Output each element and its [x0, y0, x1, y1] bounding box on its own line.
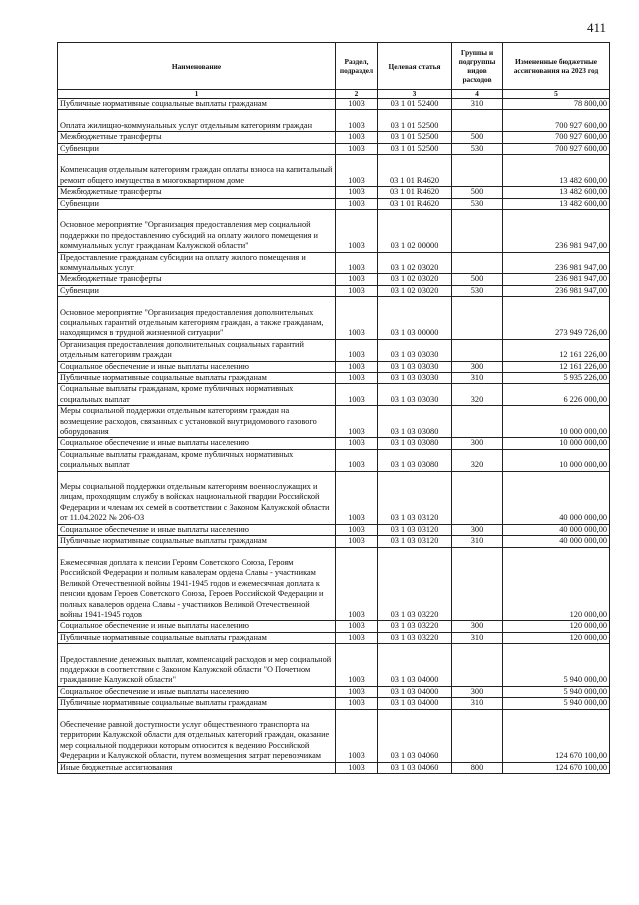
- row-amount: 5 935 226,00: [503, 373, 610, 384]
- row-name: Межбюджетные трансферты: [58, 132, 336, 143]
- row-article: 03 1 03 03080: [378, 406, 452, 438]
- row-section: 1003: [336, 698, 378, 709]
- row-name: Социальное обеспечение и иные выплаты населению: [58, 361, 336, 372]
- table-row: [58, 110, 610, 132]
- table-row: [58, 155, 610, 187]
- row-article: 03 1 01 R4620: [378, 198, 452, 209]
- row-group: [452, 339, 503, 361]
- row-article: 03 1 03 00000: [378, 297, 452, 340]
- table-row: [58, 438, 610, 449]
- row-name: Предоставление гражданам субсидии на оплату жилого помещения и коммунальных услуг: [58, 252, 336, 274]
- table-row: [58, 686, 610, 697]
- row-group: [452, 110, 503, 132]
- table-row: [58, 384, 610, 406]
- row-name: Социальные выплаты гражданам, кроме публичных нормативных социальных выплат: [58, 449, 336, 471]
- row-article: 03 1 03 03080: [378, 449, 452, 471]
- row-article: 03 1 03 03030: [378, 373, 452, 384]
- row-article: 03 1 01 R4620: [378, 187, 452, 198]
- row-name: Публичные нормативные социальные выплаты гражданам: [58, 632, 336, 643]
- table-row: [58, 252, 610, 274]
- row-name: Иные бюджетные ассигнования: [58, 762, 336, 773]
- row-article: 03 1 01 52500: [378, 132, 452, 143]
- row-group: 300: [452, 686, 503, 697]
- row-group: 500: [452, 132, 503, 143]
- row-amount: 40 000 000,00: [503, 471, 610, 524]
- row-group: [452, 252, 503, 274]
- row-section: 1003: [336, 384, 378, 406]
- table-row: [58, 449, 610, 471]
- row-article: 03 1 03 04060: [378, 762, 452, 773]
- row-section: 1003: [336, 547, 378, 621]
- row-amount: 13 482 600,00: [503, 155, 610, 187]
- row-amount: 5 940 000,00: [503, 644, 610, 687]
- row-group: [452, 547, 503, 621]
- row-name: Публичные нормативные социальные выплаты гражданам: [58, 536, 336, 547]
- table-row: [58, 547, 610, 621]
- row-amount: 236 981 947,00: [503, 274, 610, 285]
- row-article: 03 1 03 03120: [378, 524, 452, 535]
- row-group: [452, 210, 503, 253]
- column-number: 1: [58, 90, 336, 99]
- row-group: 310: [452, 536, 503, 547]
- table-row: [58, 198, 610, 209]
- row-group: [452, 471, 503, 524]
- row-group: 320: [452, 449, 503, 471]
- row-amount: 700 927 600,00: [503, 143, 610, 154]
- row-article: 03 1 03 04000: [378, 644, 452, 687]
- row-section: 1003: [336, 524, 378, 535]
- row-article: 03 1 03 03220: [378, 621, 452, 632]
- table-row: [58, 274, 610, 285]
- row-amount: 13 482 600,00: [503, 198, 610, 209]
- table-row: [58, 210, 610, 253]
- row-section: 1003: [336, 361, 378, 372]
- row-amount: 12 161 226,00: [503, 361, 610, 372]
- row-name: Оплата жилищно-коммунальных услуг отдельным категориям граждан: [58, 110, 336, 132]
- row-amount: 5 940 000,00: [503, 698, 610, 709]
- row-section: 1003: [336, 187, 378, 198]
- row-name: Основное мероприятие "Организация предоставления дополнительных социальных гарантий отдельным категориям граждан, а также гражданам, находящимся в трудной жизненной ситуации": [58, 297, 336, 340]
- table-row: [58, 373, 610, 384]
- row-name: Предоставление денежных выплат, компенсаций расходов и мер социальной поддержки в соответствии с Законом Калужской области "О Почетном гражданине Калужской области": [58, 644, 336, 687]
- row-article: 03 1 01 R4620: [378, 155, 452, 187]
- row-section: 1003: [336, 449, 378, 471]
- row-amount: 40 000 000,00: [503, 524, 610, 535]
- row-name: Основное мероприятие "Организация предоставления мер социальной поддержки по предоставлению субсидий на оплату жилого помещения и коммунальных услуг гражданам Калужской области": [58, 210, 336, 253]
- row-section: 1003: [336, 143, 378, 154]
- row-name: Ежемесячная доплата к пенсии Героям Советского Союза, Героям Российской Федерации и полным кавалерам ордена Славы - участникам Великой Отечественной войны 1941-1945 годов и ежемесячная доплата к пенсии вдовам Героев Советского Союза, Героев Российской Федерации и полных кавалеров ордена Славы - участников Великой Отечественной войны 1941-1945 годов: [58, 547, 336, 621]
- row-name: Межбюджетные трансферты: [58, 274, 336, 285]
- row-name: Социальное обеспечение и иные выплаты населению: [58, 438, 336, 449]
- row-group: [452, 155, 503, 187]
- row-section: 1003: [336, 471, 378, 524]
- row-article: 03 1 03 03030: [378, 361, 452, 372]
- table-row: [58, 187, 610, 198]
- row-article: 03 1 02 03020: [378, 274, 452, 285]
- table-row: [58, 709, 610, 762]
- row-article: 03 1 02 03020: [378, 285, 452, 296]
- row-amount: 120 000,00: [503, 632, 610, 643]
- table-row: [58, 99, 610, 110]
- row-section: 1003: [336, 536, 378, 547]
- column-number: 4: [452, 90, 503, 99]
- row-article: 03 1 01 52400: [378, 99, 452, 110]
- row-article: 03 1 01 52500: [378, 110, 452, 132]
- row-section: 1003: [336, 198, 378, 209]
- row-name: Социальное обеспечение и иные выплаты населению: [58, 524, 336, 535]
- row-group: 310: [452, 99, 503, 110]
- row-group: [452, 709, 503, 762]
- row-group: 310: [452, 373, 503, 384]
- row-article: 03 1 01 52500: [378, 143, 452, 154]
- row-section: 1003: [336, 632, 378, 643]
- row-name: Меры социальной поддержки отдельным категориям военнослужащих и лицам, проходящим службу в войсках национальной гвардии Российской Федерации и членам их семей в соответствии с Законом Калужской области от 11.04.2022 № 206-ОЗ: [58, 471, 336, 524]
- table-row: [58, 143, 610, 154]
- table-row: [58, 536, 610, 547]
- row-section: 1003: [336, 110, 378, 132]
- table-row: [58, 339, 610, 361]
- table-row: [58, 698, 610, 709]
- row-section: 1003: [336, 373, 378, 384]
- row-section: 1003: [336, 210, 378, 253]
- row-name: Публичные нормативные социальные выплаты гражданам: [58, 373, 336, 384]
- table-row: [58, 621, 610, 632]
- row-amount: 236 981 947,00: [503, 252, 610, 274]
- row-article: 03 1 03 04000: [378, 686, 452, 697]
- row-amount: 6 226 000,00: [503, 384, 610, 406]
- row-group: 300: [452, 524, 503, 535]
- table-row: [58, 285, 610, 296]
- row-section: 1003: [336, 132, 378, 143]
- row-group: [452, 297, 503, 340]
- row-group: 500: [452, 274, 503, 285]
- row-section: 1003: [336, 406, 378, 438]
- row-article: 03 1 03 03030: [378, 384, 452, 406]
- row-group: [452, 644, 503, 687]
- row-amount: 12 161 226,00: [503, 339, 610, 361]
- row-section: 1003: [336, 438, 378, 449]
- header-group: Группы и подгруппы видов расходов: [452, 43, 503, 90]
- row-article: 03 1 02 03020: [378, 252, 452, 274]
- row-article: 03 1 03 03080: [378, 438, 452, 449]
- row-amount: 120 000,00: [503, 621, 610, 632]
- table-row: [58, 297, 610, 340]
- header-name: Наименование: [58, 43, 336, 90]
- row-name: Публичные нормативные социальные выплаты гражданам: [58, 698, 336, 709]
- row-name: Межбюджетные трансферты: [58, 187, 336, 198]
- column-number: 2: [336, 90, 378, 99]
- row-amount: 236 981 947,00: [503, 285, 610, 296]
- budget-table: [57, 42, 610, 774]
- table-row: [58, 762, 610, 773]
- row-section: 1003: [336, 339, 378, 361]
- row-section: 1003: [336, 621, 378, 632]
- row-article: 03 1 03 04060: [378, 709, 452, 762]
- page-number: 411: [586, 20, 606, 35]
- row-name: Субвенции: [58, 198, 336, 209]
- row-amount: 273 949 726,00: [503, 297, 610, 340]
- row-amount: 13 482 600,00: [503, 187, 610, 198]
- row-group: 300: [452, 361, 503, 372]
- row-name: Социальные выплаты гражданам, кроме публичных нормативных социальных выплат: [58, 384, 336, 406]
- row-name: Меры социальной поддержки отдельным категориям граждан на возмещение расходов, связанных с установкой внутридомового газового оборудования: [58, 406, 336, 438]
- row-article: 03 1 03 04000: [378, 698, 452, 709]
- table-row: [58, 471, 610, 524]
- header-amount: Измененные бюджетные ассигнования на 2023 год: [503, 43, 610, 90]
- row-section: 1003: [336, 155, 378, 187]
- row-article: 03 1 03 03220: [378, 632, 452, 643]
- table-row: [58, 524, 610, 535]
- row-group: 310: [452, 698, 503, 709]
- row-section: 1003: [336, 274, 378, 285]
- header-article: Целевая статья: [378, 43, 452, 90]
- row-section: 1003: [336, 297, 378, 340]
- row-group: 500: [452, 187, 503, 198]
- row-amount: 124 670 100,00: [503, 709, 610, 762]
- row-group: 300: [452, 621, 503, 632]
- column-number-row: [58, 90, 610, 99]
- row-section: 1003: [336, 686, 378, 697]
- row-amount: 124 670 100,00: [503, 762, 610, 773]
- row-amount: 40 000 000,00: [503, 536, 610, 547]
- row-amount: 10 000 000,00: [503, 406, 610, 438]
- row-article: 03 1 03 03220: [378, 547, 452, 621]
- row-amount: 236 981 947,00: [503, 210, 610, 253]
- row-group: 310: [452, 632, 503, 643]
- row-amount: 120 000,00: [503, 547, 610, 621]
- row-amount: 700 927 600,00: [503, 132, 610, 143]
- table-row: [58, 632, 610, 643]
- row-amount: 78 800,00: [503, 99, 610, 110]
- row-name: Компенсация отдельным категориям граждан оплаты взноса на капитальный ремонт общего имущества в многоквартирном доме: [58, 155, 336, 187]
- table-row: [58, 361, 610, 372]
- row-amount: 5 940 000,00: [503, 686, 610, 697]
- row-section: 1003: [336, 644, 378, 687]
- row-section: 1003: [336, 285, 378, 296]
- column-number: 5: [503, 90, 610, 99]
- table-row: [58, 406, 610, 438]
- row-group: 530: [452, 143, 503, 154]
- row-group: 320: [452, 384, 503, 406]
- row-amount: 10 000 000,00: [503, 438, 610, 449]
- row-name: Публичные нормативные социальные выплаты гражданам: [58, 99, 336, 110]
- row-name: Социальное обеспечение и иные выплаты населению: [58, 621, 336, 632]
- row-amount: 700 927 600,00: [503, 110, 610, 132]
- column-number: 3: [378, 90, 452, 99]
- row-section: 1003: [336, 99, 378, 110]
- row-group: 530: [452, 285, 503, 296]
- header-row: [58, 43, 610, 90]
- row-name: Обеспечение равной доступности услуг общественного транспорта на территории Калужской области для отдельных категорий граждан, оказание мер социальной поддержки которым относится к ведению Российской Федерации и Калужской области, путем возмещения затрат перевозчикам: [58, 709, 336, 762]
- table-row: [58, 132, 610, 143]
- header-section: Раздел, подраздел: [336, 43, 378, 90]
- table-row: [58, 644, 610, 687]
- row-section: 1003: [336, 252, 378, 274]
- row-name: Социальное обеспечение и иные выплаты населению: [58, 686, 336, 697]
- row-group: 530: [452, 198, 503, 209]
- row-name: Субвенции: [58, 285, 336, 296]
- row-article: 03 1 03 03030: [378, 339, 452, 361]
- row-group: 800: [452, 762, 503, 773]
- row-name: Организация предоставления дополнительных социальных гарантий отдельным категориям граждан: [58, 339, 336, 361]
- row-group: 300: [452, 438, 503, 449]
- row-article: 03 1 03 03120: [378, 536, 452, 547]
- row-section: 1003: [336, 762, 378, 773]
- row-section: 1003: [336, 709, 378, 762]
- row-name: Субвенции: [58, 143, 336, 154]
- row-article: 03 1 03 03120: [378, 471, 452, 524]
- row-amount: 10 000 000,00: [503, 449, 610, 471]
- row-group: [452, 406, 503, 438]
- row-article: 03 1 02 00000: [378, 210, 452, 253]
